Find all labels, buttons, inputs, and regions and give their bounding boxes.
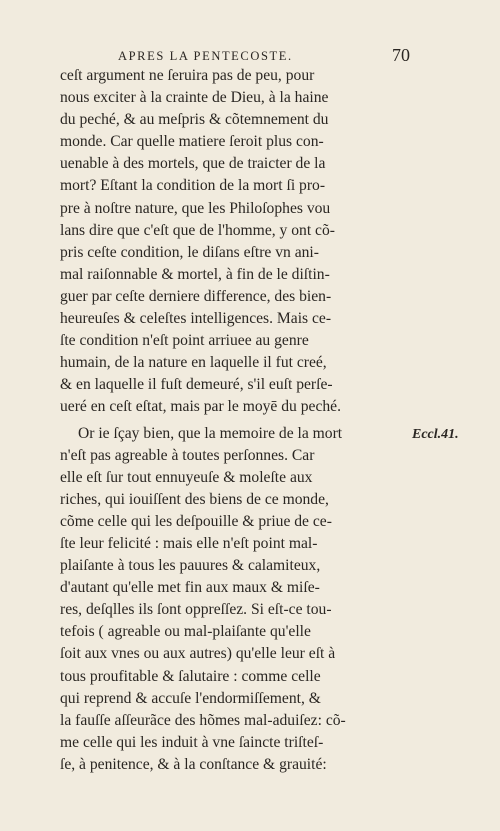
text-line: me celle qui les induit à vne ſaincte triſteſ- [60, 733, 324, 751]
text-line: ſe, à penitence, & à la conſtance & grauité: [60, 755, 327, 773]
text-line: elle eſt ſur tout ennuyeuſe & moleſte aux [60, 468, 313, 486]
text-line: lans dire que c'eſt que de l'homme, y ont cõ- [60, 221, 335, 239]
text-line: ſte leur felicité : mais elle n'eſt point mal- [60, 534, 318, 552]
text-line: nous exciter à la crainte de Dieu, à la haine [60, 89, 329, 107]
text-line: & en laquelle il fuſt demeuré, s'il euſt perſe- [60, 376, 333, 394]
page-header [118, 45, 410, 65]
text-line: n'eſt pas agreable à toutes perſonnes. Car [60, 446, 315, 464]
margin-note: Eccl.41. [412, 427, 459, 442]
page-number: 70 [392, 45, 410, 65]
text-line: ſoit aux vnes ou aux autres) qu'elle leur eſt à [60, 645, 336, 663]
text-line: qui reprend & accuſe l'endormiſſement, & [60, 689, 321, 707]
text-line: tous proufitable & ſalutaire : comme celle [60, 667, 321, 685]
text-line: ſte condition n'eſt point arriuee au genre [60, 332, 309, 350]
text-line: ceſt argument ne ſeruira pas de peu, pour [60, 67, 315, 84]
paragraph [60, 65, 405, 419]
text-line: mort? Eſtant la condition de la mort ſi pro- [60, 177, 326, 195]
body-text [60, 65, 405, 776]
text-line: la fauſſe aſſeurãce des hõmes mal-aduiſez: cõ- [60, 711, 346, 729]
text-line: riches, qui iouiſſent des biens de ce monde, [60, 490, 329, 508]
text-line: uenable à des mortels, que de traicter de la [60, 155, 326, 173]
text-line: pre à noſtre nature, que les Philoſophes vou [60, 199, 331, 217]
running-title: APRES LA PENTECOSTE. [118, 49, 293, 63]
text-line: humain, de la nature en laquelle il fut creé, [60, 354, 327, 372]
text-line: d'autant qu'elle met fin aux maux & miſe- [60, 579, 320, 597]
text-line: res, deſqlles ils ſont oppreſſez. Si eſt-ce tou- [60, 601, 332, 619]
text-line: guer par ceſte derniere difference, des bien- [60, 287, 332, 305]
text-line: ueré en ceſt eſtat, mais par le moyē du peché. [60, 398, 341, 416]
text-line: du peché, & au meſpris & cõtemnement du [60, 111, 329, 129]
text-line: monde. Car quelle matiere ſeroit plus con- [60, 133, 324, 151]
paragraph [60, 423, 405, 777]
text-line: Or ie ſçay bien, que la memoire de la mort [78, 424, 343, 442]
text-line: heureuſes & celeſtes intelligences. Mais ce- [60, 310, 332, 328]
text-line: tefois ( agreable ou mal-plaiſante qu'elle [60, 623, 311, 641]
text-line: pris ceſte condition, le diſans eſtre vn ani- [60, 243, 319, 261]
text-line: mal raiſonnable & mortel, à fin de le diſtin- [60, 265, 330, 283]
text-line: plaiſante à tous les pauures & calamiteux, [60, 557, 321, 575]
text-line: cõme celle qui les deſpouille & priue de ce- [60, 512, 332, 530]
